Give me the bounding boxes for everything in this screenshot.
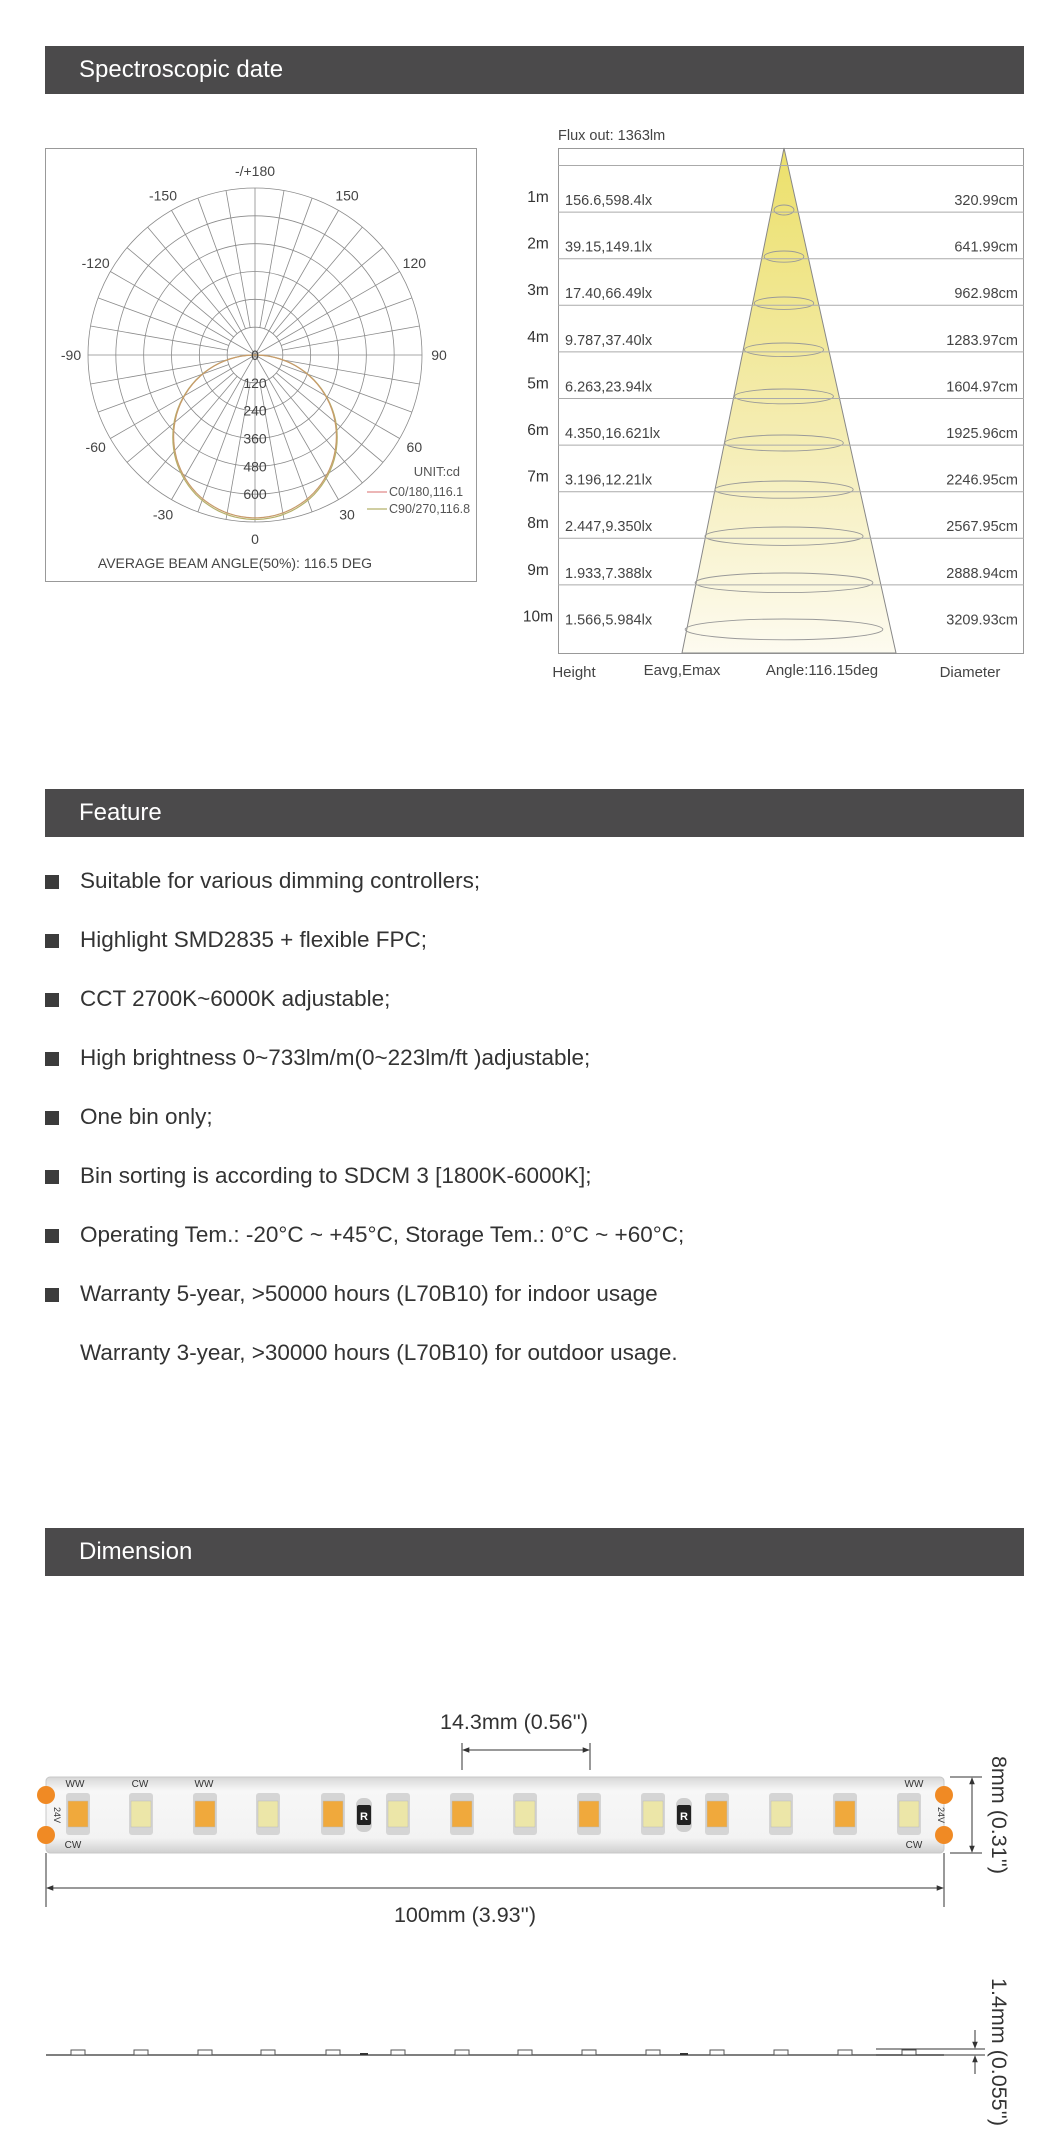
voltage-label-left: 24V bbox=[52, 1806, 62, 1824]
width-dimension-label: 8mm (0.31'') bbox=[987, 1755, 1011, 1875]
profile-led bbox=[71, 2050, 85, 2055]
led-cool-white bbox=[258, 1801, 278, 1827]
cone-eavg-value: 17.40,66.49lx bbox=[565, 286, 653, 303]
polar-angle-label: 0 bbox=[251, 531, 259, 547]
footer-height: Height bbox=[552, 664, 596, 681]
polar-angle-label: 30 bbox=[339, 506, 355, 523]
cone-diameter-value: 3209.93cm bbox=[946, 612, 1018, 629]
bullet-square-icon bbox=[45, 875, 59, 889]
section-title: Spectroscopic date bbox=[79, 56, 284, 83]
led-cool-white bbox=[515, 1801, 535, 1827]
spectroscopic-section-header bbox=[45, 46, 1024, 94]
cone-diameter-value: 320.99cm bbox=[954, 193, 1018, 209]
led-strip-dimension-drawing bbox=[0, 1700, 1064, 2135]
ww-label: WW bbox=[904, 1779, 924, 1790]
led-cool-white bbox=[388, 1801, 408, 1827]
cone-eavg-value: 6.263,23.94lx bbox=[565, 379, 653, 396]
polar-radial-label: 600 bbox=[243, 486, 267, 503]
feature-item: Suitable for various dimming controllers; bbox=[45, 868, 1024, 927]
footer-eavg: Eavg,Emax bbox=[643, 662, 721, 679]
polar-radial-label: 0 bbox=[251, 347, 259, 363]
polar-angle-label: 150 bbox=[335, 187, 359, 204]
unit-label: UNIT:cd bbox=[413, 464, 460, 479]
feature-item: Highlight SMD2835 + flexible FPC; bbox=[45, 927, 1024, 986]
feature-item: CCT 2700K~6000K adjustable; bbox=[45, 986, 1024, 1045]
profile-led bbox=[391, 2050, 405, 2055]
cone-height-label: 1m bbox=[527, 189, 549, 206]
profile-resistor bbox=[360, 2053, 368, 2055]
cone-height-label: 8m bbox=[527, 515, 549, 533]
polar-angle-label: 120 bbox=[402, 255, 427, 271]
section-title: Dimension bbox=[79, 1538, 193, 1565]
thickness-dimension-label: 1.4mm (0.055'') bbox=[987, 1977, 1011, 2127]
cw-label: CW bbox=[64, 1840, 82, 1851]
polar-angle-label: 90 bbox=[431, 347, 447, 363]
cw-label: CW bbox=[131, 1779, 149, 1790]
led-cool-white bbox=[771, 1801, 791, 1827]
led-warm-white bbox=[835, 1801, 855, 1827]
led-cool-white bbox=[131, 1801, 151, 1827]
cone-height-label: 3m bbox=[527, 282, 549, 300]
cone-height-label: 10m bbox=[522, 608, 554, 626]
cone-diameter-value: 1604.97cm bbox=[946, 379, 1018, 396]
bullet-square-icon bbox=[45, 1170, 59, 1184]
led-warm-white bbox=[452, 1801, 472, 1827]
polar-radial-label: 360 bbox=[243, 430, 267, 447]
footer-angle: Angle:116.15deg bbox=[765, 662, 879, 679]
polar-angle-label: -150 bbox=[148, 187, 178, 204]
cone-diameter-value: 1283.97cm bbox=[946, 332, 1018, 349]
led-strip-body bbox=[46, 1777, 944, 1853]
section-title: Feature bbox=[79, 799, 162, 826]
polar-angle-label: -/+180 bbox=[234, 163, 276, 179]
polar-angle-label: -60 bbox=[85, 439, 106, 455]
profile-led bbox=[646, 2050, 660, 2055]
profile-led bbox=[774, 2050, 788, 2055]
cw-label: CW bbox=[905, 1840, 923, 1851]
polar-angle-label: -90 bbox=[60, 347, 82, 363]
feature-list bbox=[45, 868, 1024, 1401]
profile-led bbox=[326, 2050, 340, 2055]
cone-eavg-value: 3.196,12.21lx bbox=[565, 472, 653, 489]
polar-angle-label: -30 bbox=[152, 506, 174, 523]
dimension-section-header bbox=[45, 1528, 1024, 1576]
profile-led bbox=[261, 2050, 275, 2055]
feature-section-header bbox=[45, 789, 1024, 837]
cone-height-label: 6m bbox=[527, 422, 549, 439]
cone-height-label: 9m bbox=[527, 561, 549, 579]
cone-eavg-value: 39.15,149.1lx bbox=[565, 239, 653, 256]
resistor-label: R bbox=[360, 1811, 368, 1823]
right-end-connector bbox=[935, 1786, 953, 1844]
cone-height-label: 7m bbox=[527, 468, 549, 486]
cone-height-label: 4m bbox=[527, 328, 549, 346]
feature-item: Bin sorting is according to SDCM 3 [1800K-6000K]; bbox=[45, 1163, 1024, 1222]
led-warm-white bbox=[323, 1801, 343, 1827]
footer-diameter: Diameter bbox=[939, 664, 1001, 681]
cone-diameter-value: 2246.95cm bbox=[946, 472, 1018, 489]
profile-led bbox=[198, 2050, 212, 2055]
bullet-square-icon bbox=[45, 1229, 59, 1243]
profile-led bbox=[710, 2050, 724, 2055]
flux-output: Flux out: 1363lm bbox=[558, 128, 666, 144]
polar-radial-label: 120 bbox=[243, 374, 267, 391]
polar-angle-label: -120 bbox=[81, 255, 110, 271]
led-cool-white bbox=[899, 1801, 919, 1827]
profile-led bbox=[455, 2050, 469, 2055]
polar-radial-label: 480 bbox=[243, 458, 267, 475]
profile-led bbox=[902, 2050, 916, 2055]
length-dimension-label: 100mm (3.93'') bbox=[393, 1903, 537, 1927]
polar-radial-label: 240 bbox=[243, 402, 267, 419]
profile-led bbox=[838, 2050, 852, 2055]
cone-diameter-value: 2888.94cm bbox=[946, 565, 1018, 582]
legend-label-c90: C90/270,116.8 bbox=[389, 502, 471, 516]
bullet-square-icon bbox=[45, 934, 59, 948]
voltage-label-right: 24V bbox=[936, 1806, 946, 1824]
led-cool-white bbox=[643, 1801, 663, 1827]
feature-item: High brightness 0~733lm/m(0~223lm/ft )adjustable; bbox=[45, 1045, 1024, 1104]
legend-label-c0: C0/180,116.1 bbox=[389, 485, 464, 499]
cone-eavg-value: 2.447,9.350lx bbox=[565, 519, 653, 536]
ww-label: WW bbox=[65, 1779, 85, 1790]
bullet-square-icon bbox=[45, 1052, 59, 1066]
profile-led bbox=[518, 2050, 532, 2055]
bullet-square-icon bbox=[45, 1288, 59, 1302]
cone-height-label: 5m bbox=[527, 375, 549, 393]
pitch-dimension-label: 14.3mm (0.56'') bbox=[439, 1710, 589, 1734]
ww-label: WW bbox=[194, 1779, 214, 1790]
bullet-square-icon bbox=[45, 993, 59, 1007]
led-warm-white bbox=[68, 1801, 88, 1827]
illuminance-cone-chart bbox=[510, 120, 1030, 690]
profile-led bbox=[134, 2050, 148, 2055]
cone-eavg-value: 156.6,598.4lx bbox=[565, 193, 653, 209]
beam-angle-label: AVERAGE BEAM ANGLE(50%): 116.5 DEG bbox=[97, 555, 373, 571]
led-warm-white bbox=[707, 1801, 727, 1827]
led-warm-white bbox=[579, 1801, 599, 1827]
polar-light-distribution-chart bbox=[45, 148, 477, 582]
cone-eavg-value: 9.787,37.40lx bbox=[565, 332, 653, 349]
cone-diameter-value: 641.99cm bbox=[954, 239, 1018, 256]
feature-item: One bin only; bbox=[45, 1104, 1024, 1163]
cone-diameter-value: 962.98cm bbox=[954, 286, 1018, 303]
profile-resistor bbox=[680, 2053, 688, 2055]
resistor-label: R bbox=[680, 1811, 688, 1823]
cone-diameter-value: 2567.95cm bbox=[946, 519, 1018, 536]
cone-height-label: 2m bbox=[527, 235, 549, 253]
feature-item: Operating Tem.: -20°C ~ +45°C, Storage Tem.: 0°C ~ +60°C; bbox=[45, 1222, 1024, 1281]
polar-angle-label: 60 bbox=[406, 439, 423, 455]
bullet-square-icon bbox=[45, 1111, 59, 1125]
cone-diameter-value: 1925.96cm bbox=[946, 426, 1018, 442]
feature-continuation: Warranty 3-year, >30000 hours (L70B10) for outdoor usage. bbox=[80, 1340, 678, 1365]
feature-item: Warranty 5-year, >50000 hours (L70B10) for indoor usage Warranty 3-year, >30000 hours (L70B10) for outdoor usage. bbox=[45, 1281, 1024, 1401]
cone-eavg-value: 4.350,16.621lx bbox=[565, 426, 661, 442]
cone-eavg-value: 1.933,7.388lx bbox=[565, 565, 653, 582]
led-warm-white bbox=[195, 1801, 215, 1827]
cone-eavg-value: 1.566,5.984lx bbox=[565, 612, 653, 629]
profile-led bbox=[582, 2050, 596, 2055]
